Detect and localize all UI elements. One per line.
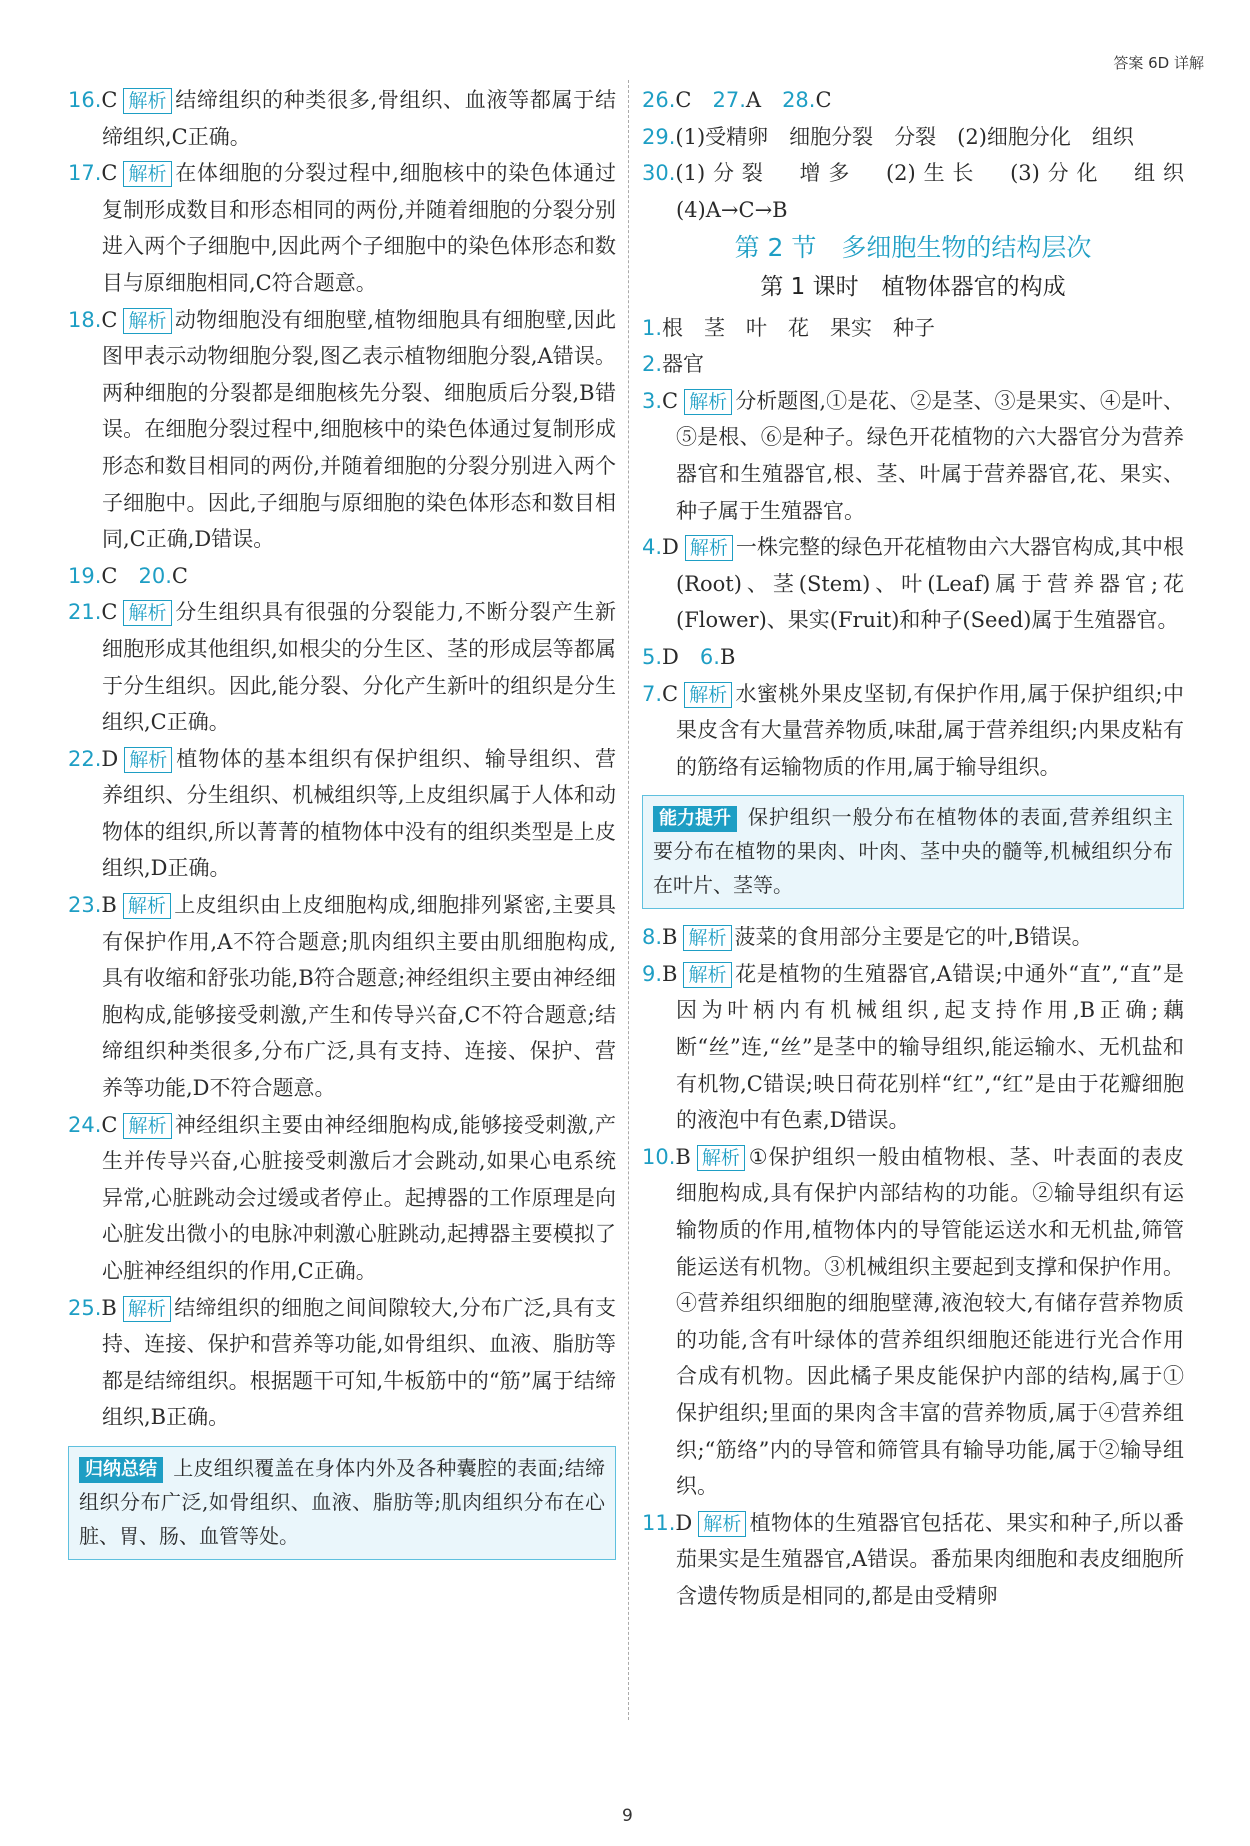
answer-item-1: 1.根 茎 叶 花 果实 种子 [642, 315, 936, 340]
answer-item-7: 7.C 解析 水蜜桃外果皮坚韧,有保护作用,属于保护组织;中果皮含有大量营养物质,味甜,属于营养组织;内果皮粘有的筋络有运输物质的作用,属于输导组织。 [642, 681, 1184, 779]
answer-item-25: 25.B 解析 结缔组织的细胞之间间隙较大,分布广泛,具有支持、连接、保护和营养等功能,如骨组织、血液、脂肪等都是结缔组织。根据题干可知,牛板筋中的“筋”属于结缔组织,B正确。 [68, 1295, 616, 1430]
left-column [68, 82, 616, 1570]
answer-item-19-20: 19.C 20.C [68, 563, 188, 588]
answer-item-22: 22.D 解析 植物体的基本组织有保护组织、输导组织、营养组织、分生组织、机械组织等,上皮组织属于人体和动物体的组织,所以菁菁的植物体中没有的组织类型是上皮组织,D正确。 [68, 746, 616, 881]
answer-item-29: 29.(1)受精卵 细胞分裂 分裂 (2)细胞分化 组织 [642, 124, 1134, 149]
right-column [642, 82, 1205, 1615]
answer-item-18: 18.C 解析 动物细胞没有细胞壁,植物细胞具有细胞壁,因此图甲表示动物细胞分裂,图乙表示植物细胞分裂,A错误。两种细胞的分裂都是细胞核先分裂、细胞质后分裂,B错误。在细胞分裂过程中,细胞核中的染色体通过复制形成形态和数目相同的两份,并随着细胞的分裂分别进入两个子细胞中。因此,子细胞与原细胞的染色体形态和数目相同,C正确,D错误。 [68, 307, 616, 552]
answer-item-11: 11.D 解析 植物体的生殖器官包括花、果实和种子,所以番茄果实是生殖器官,A错误。番茄果肉细胞和表皮细胞所含遗传物质是相同的,都是由受精卵 [642, 1510, 1184, 1608]
answer-item-16: 16.C 解析 结缔组织的种类很多,骨组织、血液等都属于结缔组织,C正确。 [68, 88, 616, 149]
answer-item-26-28: 26.C 27.A 28.C [642, 88, 832, 112]
lesson-title: 第 1 课时 植物体器官的构成 [760, 273, 1066, 300]
summary-note-tag: 归纳总结 [79, 1457, 163, 1483]
answer-item-17: 17.C 解析 在体细胞的分裂过程中,细胞核中的染色体通过复制形成数目和形态相同的两份,并随着细胞的分裂分别进入两个子细胞中,因此两个子细胞中的染色体形态和数目与原细胞相同,C符合题意。 [68, 161, 616, 295]
answer-item-21: 21.C 解析 分生组织具有很强的分裂能力,不断分裂产生新细胞形成其他组织,如根尖的分生区、茎的形成层等都属于分生组织。因此,能分裂、分化产生新叶的组织是分生组织,C正确。 [68, 600, 616, 735]
header-label: 答案 6D 详解 [1113, 54, 1204, 72]
answer-item-10: 10.B 解析 ①保护组织一般由植物根、茎、叶表面的表皮细胞构成,具有保护内部结构的功能。②输导组织有运输物质的作用,植物体内的导管能运送水和无机盐,筛管能运送有机物。③机械组织主要起到支撑和保护作用。④营养组织细胞的细胞壁薄,液泡较大,有储存营养物质的功能,含有叶绿体的营养组织细胞还能进行光合作用合成有机物。因此橘子果皮能保护内部的结构,属于①保护组织;里面的果肉含丰富的营养物质,属于④营养组织;“筋络”内的导管和筛管具有输导功能,属于②输导组织。 [642, 1144, 1184, 1499]
answer-item-23: 23.B 解析 上皮组织由上皮细胞构成,细胞排列紧密,主要具有保护作用,A不符合题意;肌肉组织主要由肌细胞构成,具有收缩和舒张功能,B符合题意;神经组织主要由神经细胞构成,能够接受刺激,产生和传导兴奋,C不符合题意;结缔组织种类很多,分布广泛,具有支持、连接、保护、营养等功能,D不符合题意。 [68, 893, 616, 1101]
answer-item-3: 3.C 解析 分析题图,①是花、②是茎、③是果实、④是叶、⑤是根、⑥是种子。绿色开花植物的六大器官分为营养器官和生殖器官,根、茎、叶属于营养器官,花、果实、种子属于生殖器官。 [642, 388, 1184, 523]
ability-note-text: 保护组织一般分布在植物体的表面,营养组织主要分布在植物的果肉、叶肉、茎中央的髓等,机械组织分布在叶片、茎等。 [653, 805, 1173, 898]
answer-item-24: 24.C 解析 神经组织主要由神经细胞构成,能够接受刺激,产生并传导兴奋,心脏接受刺激后才会跳动,如果心电系统异常,心脏跳动会过缓或者停止。起搏器的工作原理是向心脏发出微小的电脉冲刺激心脏跳动,起搏器主要模拟了心脏神经组织的作用,C正确。 [68, 1112, 616, 1283]
column-divider [628, 80, 629, 1720]
answer-item-9: 9.B 解析 花是植物的生殖器官,A错误;中通外“直”,“直”是因为叶柄内有机械组织,起支持作用,B正确;藕断“丝”连,“丝”是茎中的输导组织,能运输水、无机盐和有机物,C错误;映日荷花别样“红”,“红”是由于花瓣细胞的液泡中有色素,D错误。 [642, 961, 1184, 1133]
answer-item-5-6: 5.D 6.B [642, 644, 736, 669]
page-number: 9 [622, 1806, 633, 1826]
ability-note [642, 795, 1184, 909]
summary-note-text: 上皮组织覆盖在身体内外及各种囊腔的表面;结缔组织分布广泛,如骨组织、血液、脂肪等;肌肉组织分布在心脏、胃、肠、血管等处。 [79, 1455, 605, 1548]
section-title: 第 2 节 多细胞生物的结构层次 [734, 233, 1092, 263]
summary-note [68, 1446, 616, 1560]
answer-item-2: 2.器官 [642, 352, 705, 377]
answer-item-8: 8.B 解析 菠菜的食用部分主要是它的叶,B错误。 [642, 925, 1093, 950]
answer-item-30: 30.(1)分裂 增多 (2)生长 (3)分化 组织 (4)A→C→B [642, 161, 1205, 222]
answer-item-4: 4.D 解析 一株完整的绿色开花植物由六大器官构成,其中根(Root)、茎(Stem)、叶(Leaf)属于营养器官;花(Flower)、果实(Fruit)和种子(Seed)属于生殖器官。 [642, 535, 1184, 633]
ability-note-tag: 能力提升 [653, 806, 737, 832]
